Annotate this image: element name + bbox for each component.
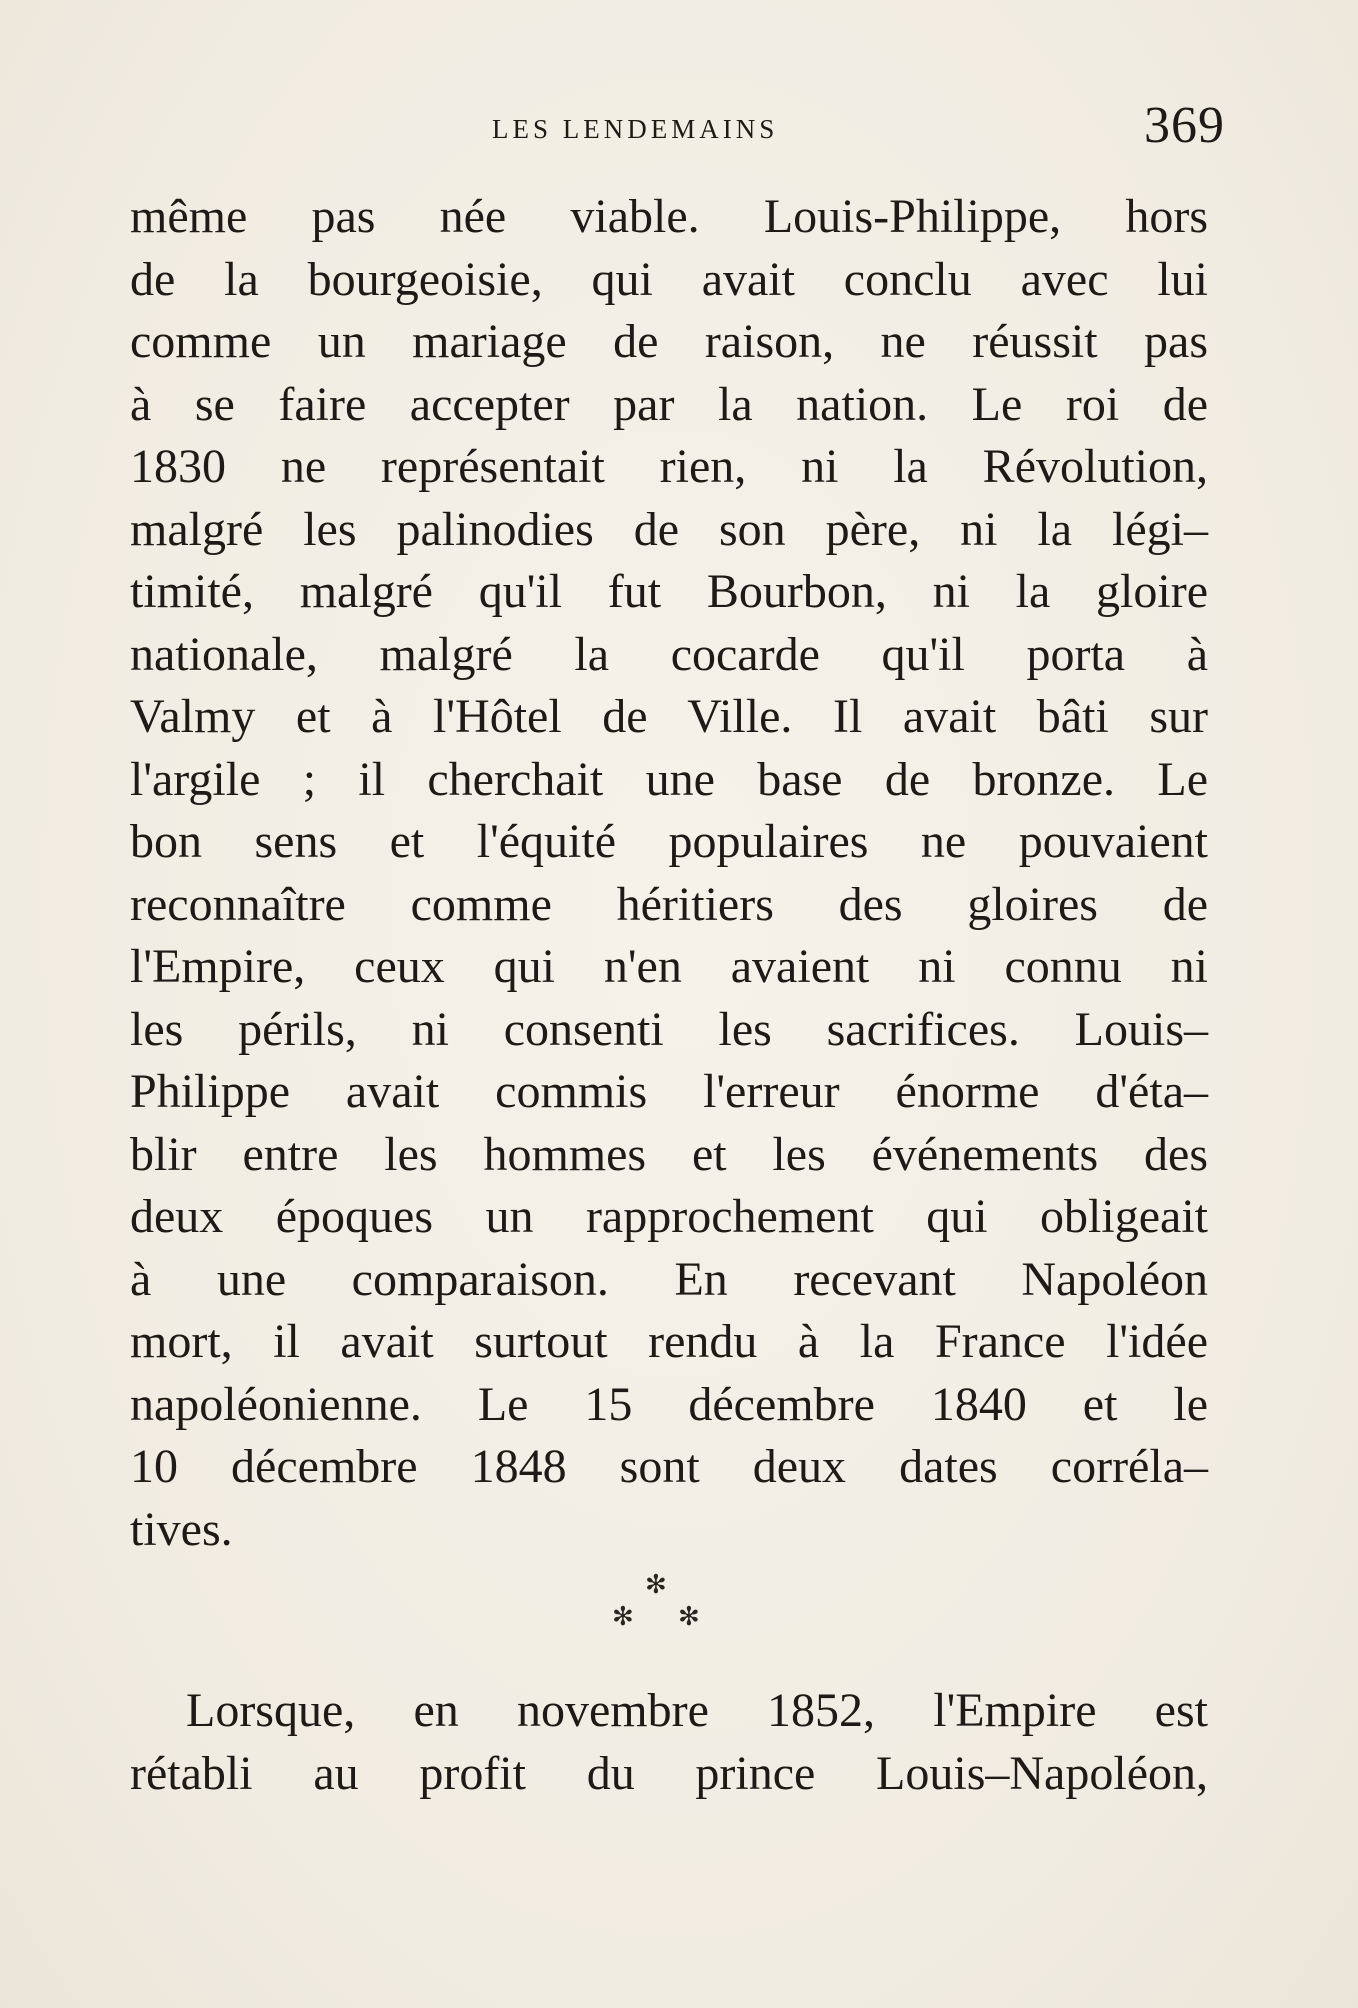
text-line: comme un mariage de raison, ne réussit pas bbox=[130, 315, 1208, 368]
text-line: à une comparaison. En recevant Napoléon bbox=[130, 1252, 1208, 1306]
text-line: rétabli au profit du prince Louis–Napoléon, bbox=[130, 1746, 1208, 1800]
text-line: malgré les palinodies de son père, ni la légi– bbox=[130, 502, 1208, 556]
text-line: Philippe avait commis l'erreur énorme d'éta– bbox=[130, 1065, 1208, 1118]
text-line: même pas née viable. Louis-Philippe, hors bbox=[130, 190, 1208, 243]
text-line: Lorsque, en novembre 1852, l'Empire est bbox=[186, 1684, 1208, 1737]
text-line: reconnaître comme héritiers des gloires de bbox=[130, 877, 1208, 931]
text-line: timité, malgré qu'il fut Bourbon, ni la gloire bbox=[130, 565, 1208, 618]
asterisk-icon: ✻ bbox=[612, 1602, 634, 1631]
asterisk-icon: ✻ bbox=[678, 1602, 700, 1631]
paragraph-1 bbox=[130, 186, 1208, 1561]
text-line: l'Empire, ceux qui n'en avaient ni connu ni bbox=[130, 940, 1208, 993]
text-line: mort, il avait surtout rendu à la France l'idée bbox=[130, 1315, 1208, 1368]
text-line: l'argile ; il cherchait une base de bronze. Le bbox=[130, 752, 1208, 806]
text-line: 10 décembre 1848 sont deux dates corréla– bbox=[130, 1440, 1208, 1493]
text-line: de la bourgeoisie, qui avait conclu avec lui bbox=[130, 252, 1208, 306]
text-line: nationale, malgré la cocarde qu'il porta à bbox=[130, 627, 1208, 681]
text-line: deux époques un rapprochement qui obligeait bbox=[130, 1190, 1208, 1243]
text-line: napoléonienne. Le 15 décembre 1840 et le bbox=[130, 1377, 1208, 1431]
text-line: 1830 ne représentait rien, ni la Révolution, bbox=[130, 440, 1208, 493]
text-line: bon sens et l'équité populaires ne pouvaient bbox=[130, 815, 1208, 868]
text-line: blir entre les hommes et les événements des bbox=[130, 1127, 1208, 1181]
text-line: les périls, ni consenti les sacrifices. Louis– bbox=[130, 1002, 1208, 1056]
page-number: 369 bbox=[1144, 97, 1225, 154]
text-line: à se faire accepter par la nation. Le roi de bbox=[130, 377, 1208, 431]
text-line: Valmy et à l'Hôtel de Ville. Il avait bâti sur bbox=[130, 690, 1208, 743]
asterism-ornament bbox=[600, 1570, 720, 1640]
running-head bbox=[130, 96, 1225, 166]
text-line: tives. bbox=[130, 1502, 233, 1556]
running-title: LES LENDEMAINS bbox=[492, 114, 779, 144]
paragraph-2 bbox=[130, 1680, 1208, 1805]
asterisk-icon: ✻ bbox=[645, 1570, 667, 1599]
